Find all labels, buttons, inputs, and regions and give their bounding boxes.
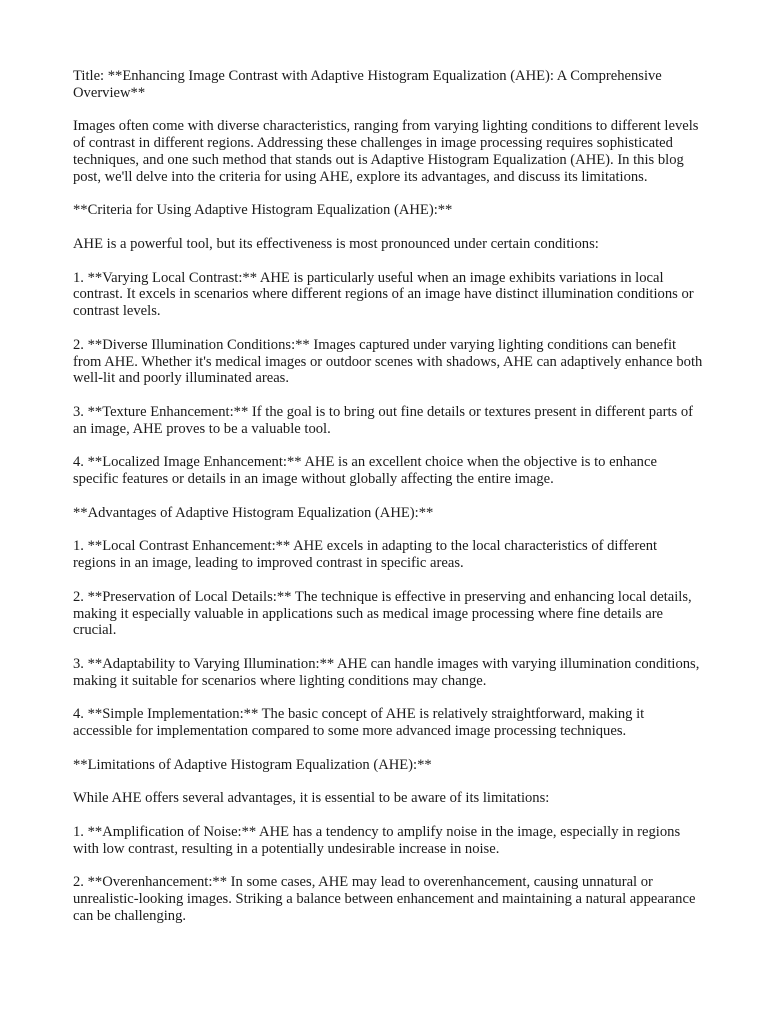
limitations-item: 1. **Amplification of Noise:** AHE has a tendency to amplify noise in the image, especially in regions with low contrast, resulting in a potentially undesirable increase in noise. <box>73 823 681 857</box>
limitations-heading: **Limitations of Adaptive Histogram Equalization (AHE):** <box>73 756 432 773</box>
advantages-item: 3. **Adaptability to Varying Illumination:** AHE can handle images with varying illumination conditions, making it suitable for scenarios where lighting conditions may change. <box>73 655 700 689</box>
intro-paragraph: Images often come with diverse characteristics, ranging from varying lighting conditions to different levels of contrast in different regions. Addressing these challenges in image processing requires sophisticated techniques, and one such method that stands out is Adaptive Histogram Equalization (AHE). In this blog post, we'll delve into the criteria for using AHE, explore its advantages, and discuss its limitations. <box>73 118 699 185</box>
advantages-item: 2. **Preservation of Local Details:** The technique is effective in preserving and enhancing local details, making it especially valuable in applications such as medical image processing where fine details are crucial. <box>73 588 692 639</box>
advantages-item: 1. **Local Contrast Enhancement:** AHE excels in adapting to the local characteristics of different regions in an image, leading to improved contrast in specific areas. <box>73 538 658 572</box>
criteria-item: 4. **Localized Image Enhancement:** AHE is an excellent choice when the objective is to enhance specific features or details in an image without globally affecting the entire image. <box>73 454 657 488</box>
advantages-item: 4. **Simple Implementation:** The basic concept of AHE is relatively straightforward, making it accessible for implementation compared to some more advanced image processing techniques. <box>73 706 645 740</box>
advantages-heading: **Advantages of Adaptive Histogram Equalization (AHE):** <box>73 504 434 521</box>
document-title: Title: **Enhancing Image Contrast with Adaptive Histogram Equalization (AHE): A Comprehensive Overview** <box>73 68 662 101</box>
criteria-item: 3. **Texture Enhancement:** If the goal is to bring out fine details or textures present in different parts of an image, AHE proves to be a valuable tool. <box>73 403 693 437</box>
criteria-heading: **Criteria for Using Adaptive Histogram Equalization (AHE):** <box>73 202 453 219</box>
limitations-item: 2. **Overenhancement:** In some cases, AHE may lead to overenhancement, causing unnatural or unrealistic-looking images. Striking a balance between enhancement and maintaining a natural appearance can be challenging. <box>73 874 696 924</box>
criteria-item: 2. **Diverse Illumination Conditions:** Images captured under varying lighting conditions can benefit from AHE. Whether it's medical images or outdoor scenes with shadows, AHE can adaptively enhance both well-lit and poorly illuminated areas. <box>73 336 703 387</box>
limitations-lead: While AHE offers several advantages, it is essential to be aware of its limitations: <box>73 790 550 807</box>
criteria-item: 1. **Varying Local Contrast:** AHE is particularly useful when an image exhibits variations in local contrast. It excels in scenarios where different regions of an image have distinct illumination conditions or contrast levels. <box>73 269 694 320</box>
criteria-lead: AHE is a powerful tool, but its effectiveness is most pronounced under certain conditions: <box>73 235 599 252</box>
document-page <box>73 68 703 941</box>
